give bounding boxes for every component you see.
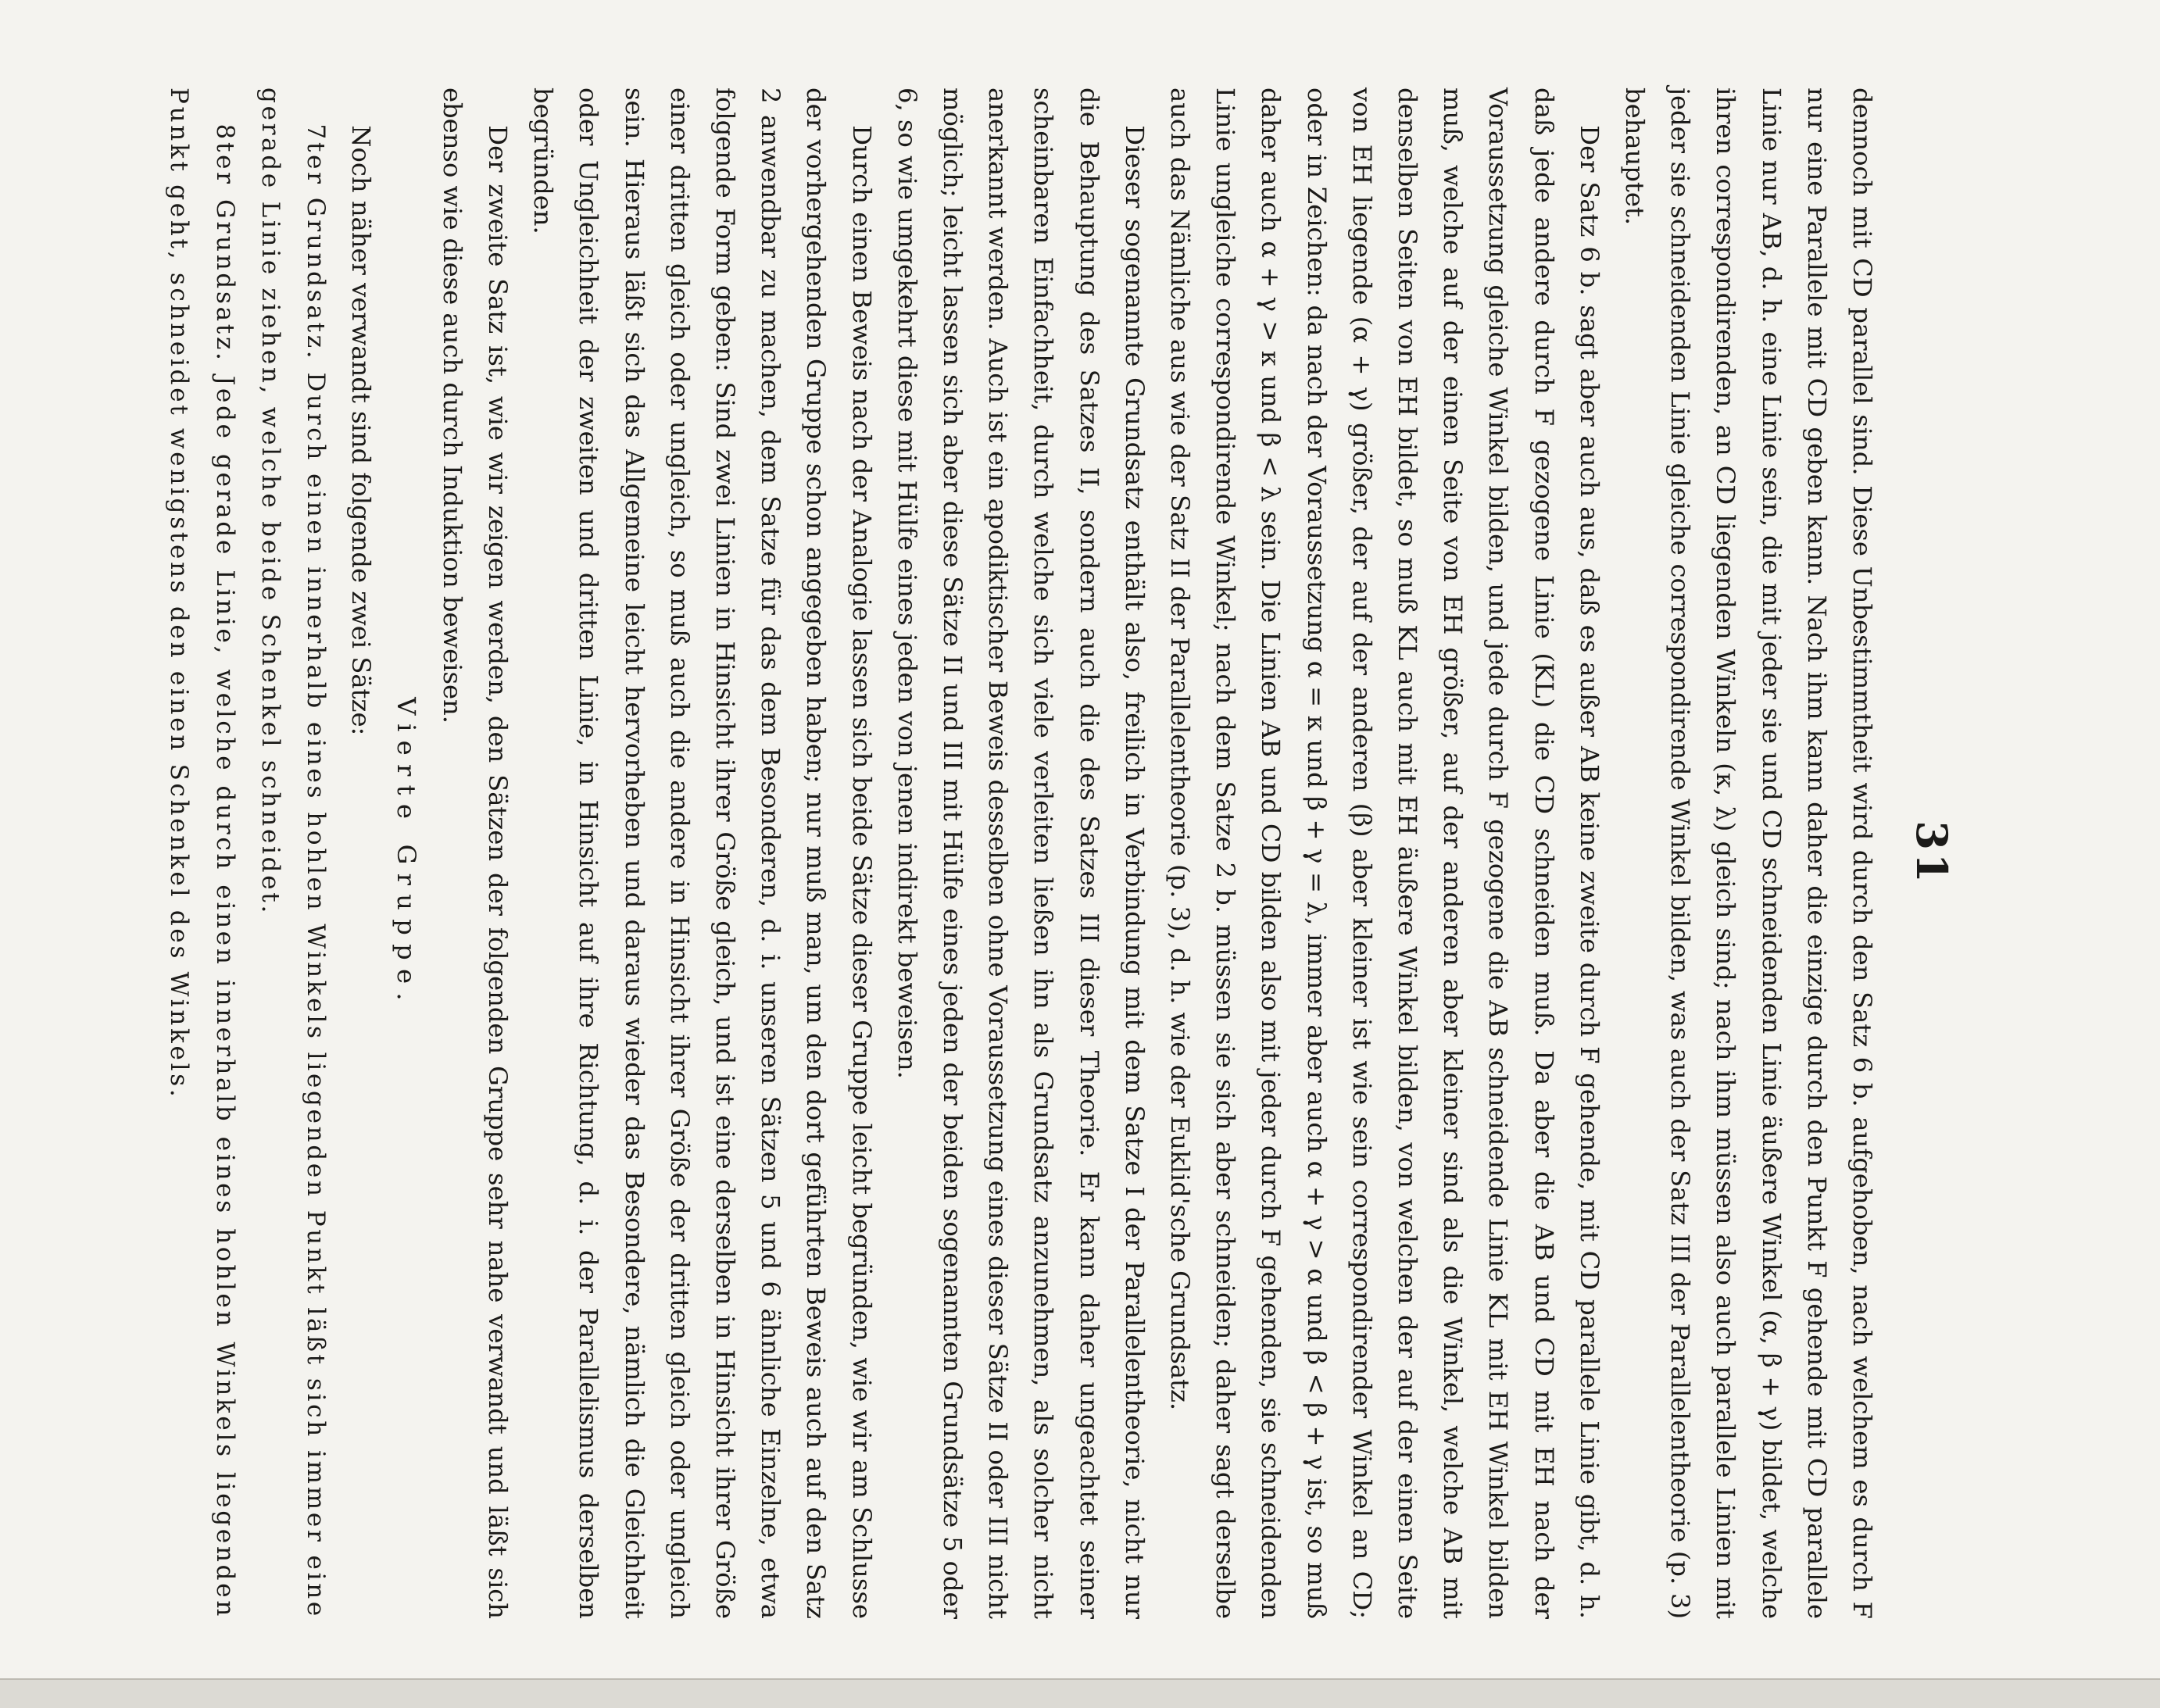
paragraph: Noch näher verwandt sind folgende zwei Sätze: xyxy=(346,125,377,736)
paragraph: Der Satz 6 b. sagt aber auch aus, daß es außer AB keine zweite durch F gehende, mit CD parallele Linie gibt, d. h. daß jede andere durch F gezogene Linie (KL) die CD schneiden muß. Da aber die AB und CD mit EH nach der Voraussetzung gleiche Winkel bilden, und jede durch F gezogene die AB schneidende Linie KL mit EH Winkel bilden muß, welche auf der einen Seite von EH größer, auf der anderen aber kleiner sind als die Winkel, welche AB mit denselben Seiten von EH bildet, so muß KL auch mit EH äußere Winkel bilden, von welchen der auf der einen Seite von EH liegende (α + γ) größer, der auf der anderen (β) aber kleiner ist wie sein correspondirender Winkel an CD; oder in Zeichen: da nach der Voraussetzung α = κ und β + γ = λ, immer aber auch α + γ > α und β < β + γ ist, so muß daher auch α + γ > κ und β < λ sein. Die Linien AB und CD bilden also mit jeder durch F gehenden, sie schneidenden Linie ungleiche correspondirende Winkel; nach dem Satze 2 b. müssen sie sich aber schneiden; daher sagt derselbe auch das Nämliche aus wie der Satz II der Parallelentheorie (p. 3), d. h. wie der Euklid'sche Grundsatz. xyxy=(1164,88,1604,1619)
rotated-text-page xyxy=(165,88,1957,1619)
page-number: 31 xyxy=(1907,820,1957,886)
paragraph: Der zweite Satz ist, wie wir zeigen werden, den Sätzen der folgenden Gruppe sehr nahe verwandt und läßt sich ebenso wie diese auch durch Induktion beweisen. xyxy=(437,88,513,1619)
paragraph: Durch einen Beweis nach der Analogie lassen sich beide Sätze dieser Gruppe leicht begründen, wie wir am Schlusse der vorhergehenden Gruppe schon angegeben haben; nur muß man, um den dort geführten Beweis auch auf den Satz 2 anwendbar zu machen, dem Satze für das dem Besonderen, d. i. unseren Sätzen 5 und 6 ähnliche Einzelne, etwa folgende Form geben: Sind zwei Linien in Hinsicht ihrer Größe gleich, und ist eine derselben in Hinsicht ihrer Größe einer dritten gleich oder ungleich, so muß auch die andere in Hinsicht ihrer Größe der dritten gleich oder ungleich sein. Hieraus läßt sich das Allgemeine leicht hervorheben und daraus wieder das Besondere, nämlich die Gleichheit oder Ungleichheit der zweiten und dritten Linie, in Hinsicht auf ihre Richtung, d. i. der Parallelismus derselben begründen. xyxy=(528,88,877,1619)
section-heading: Vierte Gruppe. xyxy=(392,697,422,1009)
paragraph: Dieser sogenannte Grundsatz enthält also, freilich in Verbindung mit dem Satze I der Parallelentheorie, nicht nur die Behauptung des Satzes II, sondern auch die des Satzes III dieser Theorie. Er kann daher ungeachtet seiner scheinbaren Einfachheit, durch welche sich viele verleiten ließen ihn als Grundsatz anzunehmen, als solcher nicht anerkannt werden. Auch ist ein apodiktischer Beweis desselben ohne Voraussetzung eines dieser Sätze II oder III nicht möglich; leicht lassen sich aber diese Sätze II und III mit Hülfe eines jeden der beiden sogenannten Grundsätze 5 oder 6, so wie umgekehrt diese mit Hülfe eines jeden von jenen indirekt beweisen. xyxy=(892,88,1150,1619)
body-text xyxy=(156,88,1885,1619)
axiom-8: 8ter Grundsatz. Jede gerade Linie, welche durch einen innerhalb eines hohlen Winkels liegenden Punkt geht, schneidet wenigstens den einen Schenkel des Winkels. xyxy=(165,88,239,1619)
axiom-7: 7ter Grundsatz. Durch einen innerhalb eines hohlen Winkels liegenden Punkt läßt sich immer eine gerade Linie ziehen, welche beide Schenkel schneidet. xyxy=(256,88,331,1619)
paragraph: dennoch mit CD parallel sind. Diese Unbestimmtheit wird durch den Satz 6 b. aufgehoben, nach welchem es durch F nur eine Parallele mit CD geben kann. Nach ihm kann daher die einzige durch den Punkt F gehende mit CD parallele Linie nur AB, d. h. eine Linie sein, die mit jeder sie und CD schneidenden Linie äußere Winkel (α, β + γ) bildet, welche ihren correspondirenden, an CD liegenden Winkeln (κ, λ) gleich sind; nach ihm müssen also auch parallele Linien mit jeder sie schneidenden Linie gleiche correspondirende Winkel bilden, was auch der Satz III der Parallelentheorie (p. 3) behauptet. xyxy=(1619,88,1877,1619)
scanner-edge-shadow xyxy=(0,1678,2160,1708)
